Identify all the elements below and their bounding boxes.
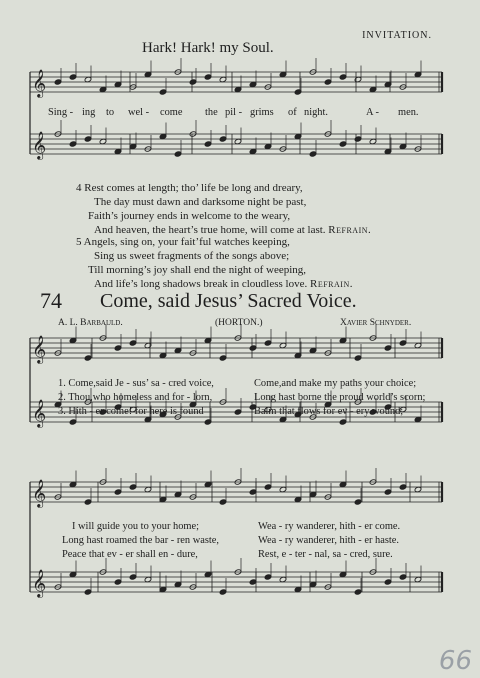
lyrics-system-1-left <box>58 377 214 419</box>
note-head <box>69 419 77 425</box>
clef-icon: 𝄞 <box>32 131 47 159</box>
note-head <box>339 141 347 147</box>
note-head <box>159 89 167 95</box>
lyric-line: Wea - ry wanderer, hith - er come. <box>258 521 401 532</box>
lyric-syllable: come <box>160 107 183 118</box>
note-head <box>204 419 212 425</box>
hymn-title-hark: Hark! Hark! my Soul. <box>142 40 274 56</box>
clef-icon: 𝄞 <box>32 399 47 427</box>
verse-line: 4 Rest comes at length; tho’ life be long and dreary, <box>76 182 303 194</box>
note-head <box>264 340 272 346</box>
lyric-syllable: grims <box>250 107 274 118</box>
note-head <box>399 340 407 346</box>
lyric-syllable: night. <box>304 107 328 118</box>
lyric-line: 3. Hith - er come! for here is found <box>58 406 204 417</box>
note-head <box>354 589 362 595</box>
lyric-syllable: the <box>205 107 218 118</box>
lyric-syllable: Sing - <box>48 107 74 118</box>
lyric-line: Come,and make my paths your choice; <box>254 378 417 389</box>
note-head <box>324 79 332 85</box>
lyric-line: Long hast roamed the bar - ren waste, <box>62 535 219 546</box>
verse-4 <box>76 181 371 237</box>
refrain-marker: Refrain. <box>310 278 353 290</box>
note-head <box>264 484 272 490</box>
clef-icon: 𝄞 <box>32 569 47 597</box>
lyric-syllable: pil - <box>225 107 243 118</box>
verse-line: Till morning’s joy shall end the night of weeping, <box>88 264 307 276</box>
hymn-number: 74 <box>40 288 62 313</box>
note-head <box>354 499 362 505</box>
hymn-author: A. L. Barbauld. <box>58 318 123 328</box>
verse-line: Faith’s journey ends in welcome to the weary, <box>88 210 291 222</box>
lyrics-system-2-right <box>258 520 400 562</box>
note-head <box>69 141 77 147</box>
note-head <box>114 489 122 495</box>
note-head <box>114 579 122 585</box>
note-head <box>384 489 392 495</box>
page-header: INVITATION. <box>362 30 432 41</box>
lyric-syllable: of <box>288 107 297 118</box>
lyric-syllable: ing <box>82 107 96 118</box>
note-head <box>219 499 227 505</box>
note-head <box>384 579 392 585</box>
note-head <box>54 79 62 85</box>
verse-line: 5 Angels, sing on, your fait’ful watches keeping, <box>76 236 290 248</box>
note-head <box>309 151 317 157</box>
clef-icon: 𝄞 <box>32 479 47 507</box>
lyric-line: Wea - ry wanderer, hith - er haste. <box>258 535 399 546</box>
note-head <box>264 574 272 580</box>
note-head <box>294 89 302 95</box>
note-head <box>174 151 182 157</box>
note-head <box>399 484 407 490</box>
note-head <box>219 136 227 142</box>
lyrics-system-1-right <box>254 377 425 419</box>
page-number: 66 <box>438 646 472 676</box>
note-head <box>354 355 362 361</box>
note-head <box>129 340 137 346</box>
note-head <box>219 589 227 595</box>
lyric-syllable: men. <box>398 107 419 118</box>
note-head <box>339 74 347 80</box>
lyric-line: I will guide you to your home; <box>72 521 199 532</box>
verse-5 <box>76 235 353 291</box>
note-head <box>129 484 137 490</box>
note-head <box>249 345 257 351</box>
note-head <box>339 419 347 425</box>
lyric-line: Balm that flows for ev - ery wound; <box>254 406 404 417</box>
lyric-line: Peace that ev - er shall en - dure, <box>62 549 198 560</box>
lyric-line: 1. Come,said Je - sus’ sa - cred voice, <box>58 378 214 389</box>
refrain-marker: Refrain. <box>328 224 372 236</box>
lyrics-system-2-left <box>62 520 219 562</box>
note-head <box>84 136 92 142</box>
note-head <box>219 355 227 361</box>
lyric-syllable: to <box>106 107 115 118</box>
note-head <box>129 574 137 580</box>
verse-line: Sing us sweet fragments of the songs above; <box>94 250 290 262</box>
note-head <box>84 355 92 361</box>
note-head <box>114 345 122 351</box>
lyric-line: 2. Thou,who homeless and for - lorn, <box>58 392 213 403</box>
verse-line: The day must dawn and darksome night be past, <box>94 196 307 208</box>
clef-icon: 𝄞 <box>32 335 47 363</box>
note-head <box>189 79 197 85</box>
note-head <box>69 74 77 80</box>
note-head <box>399 574 407 580</box>
lyric-syllable: wel - <box>128 107 150 118</box>
note-head <box>234 409 242 415</box>
note-head <box>384 345 392 351</box>
note-head <box>204 74 212 80</box>
hymn-tune: (HORTON.) <box>215 318 263 328</box>
note-head <box>204 141 212 147</box>
lyric-line: Rest, e - ter - nal, sa - cred, sure. <box>258 549 393 560</box>
note-head <box>84 499 92 505</box>
verse-line: And life’s long shadows break in cloudless love. <box>94 278 308 290</box>
hymn-composer: Xavier Schnyder. <box>340 318 412 328</box>
lyric-line: Long hast borne the proud world’s scorn; <box>254 392 426 403</box>
lyric-syllable: A - <box>366 107 379 118</box>
clef-icon: 𝄞 <box>32 69 47 97</box>
hymn-title: Come, said Jesus’ Sacred Voice. <box>100 290 357 312</box>
verse-line: And heaven, the heart’s true home, will come at last. <box>94 224 326 236</box>
note-head <box>354 136 362 142</box>
note-head <box>84 589 92 595</box>
